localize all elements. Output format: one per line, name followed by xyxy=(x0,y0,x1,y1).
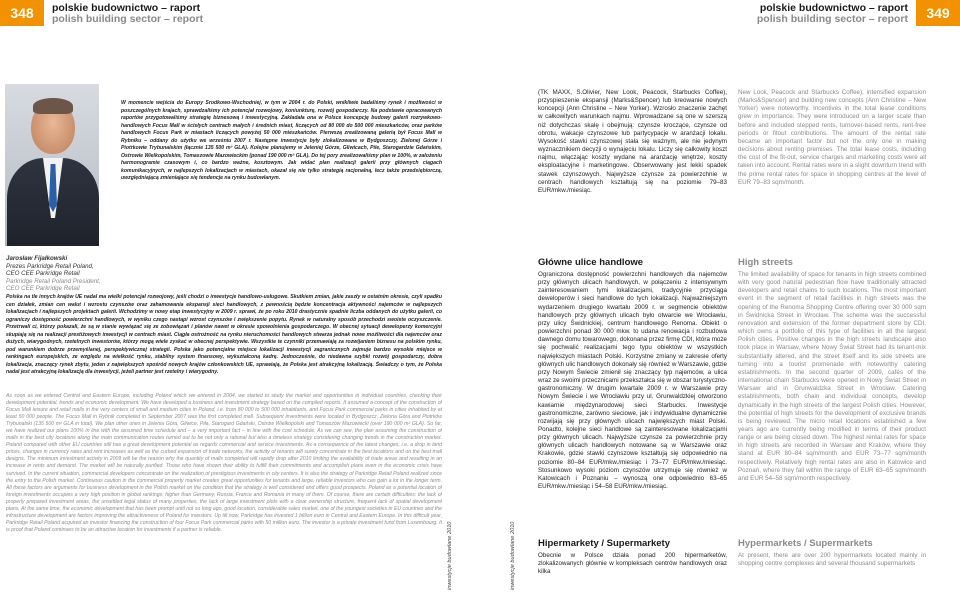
col1-bottom-text: Obecnie w Polsce działa ponad 200 hipermarketów, zlokalizowanych głównie w kompleksach centrów handlowych oraz kilka xyxy=(538,552,727,576)
header-left xyxy=(52,3,203,25)
col2-bottom-text: At present, there are over 200 hypermarkets located mainly in shopping centre complexes and several thousand supermarkets xyxy=(738,552,926,568)
col2-heading-high-streets: High streets xyxy=(738,257,793,268)
col1-heading-high-streets: Główne ulice handlowe xyxy=(538,257,644,268)
col1-top-block xyxy=(538,89,727,241)
col1-mid-text: Ograniczona dostępność powierzchni handlowych dla najemców przy głównych ulicach handlowych, w połączeniu z intensywnym zainteresowaniem tymi lokalizacjami, tradycyjnie przyciąga deweloperów i sieci handlowe do tych lokalizacji. Najważniejszym wydarzeniem drugiego kwartału 2009 r. w segmencie obiektów handlowych przy głównych ulicach było otwarcie we Wrocławiu, przy ulicy Świdnickiej, centrum handlowego Renoma. Obiekt o powierzchni ponad 30 000 mkw. to udana renowacja i rozbudowa dawnego domu towarowego, dokonana przez firmę CDI, która może się pochwalić realizacjami tego typu obiektów w wszystkich największych miastach Polski. Korzystne zmiany w zakresie oferty głównych ulic handlowych dokonały się również w Warszawie, gdzie przy Nowym Świecie zmienił się znaczący typ najemców, a ulica wraz ze swoimi przecznicami przekształca się w obszar turystyczno-gastronomiczny. W drugim kwartale 2009 r. w Warszawie przy Nowym Świecie i we Wrocławiu przy ul. Grunwaldzkiej otworzono kawiarnie międzynarodowej sieci Starbucks. Inwestycje gastronomiczne, zarówno sieciowe, jak i indywidualne dynamicznie rozwijają się przy głównych ulicach największych miast Polski. Ponadto, kolejne sieci handlowe są zainteresowane lokalizacjami przy głównych ulicach. Najwyższe czynsze za powierzchnie przy głównych ulicach handlowych notowane są w Warszawie oraz Krakowie, gdzie stawki czynszowe kształtują się odpowiednio na poziomie 80–84 EUR/mkw./miesiąc i 73–77 EUR/mkw./miesiąc. Stosunkowo wysoki poziom czynszów utrzymuje się również w Katowicach i Poznaniu – wynoszą one odpowiednio 63–65 EUR/mkw./miesiąc i 54–58 EUR/mkw./miesiąc. xyxy=(538,271,727,491)
body-text-pl: Polska na tle innych krajów UE nadal ma wielki potencjał rozwojowy, jeśli chodzi o inwestycje handlowo-usługowe. Skutkiem zmian, jakie zaszły w ostatnim okresie, czyli spadku cen działek, zmian cen walut i wzrostu czynszów oraz zahamowania ekspansji sieci handlowych, z pewnością będzie koncentracja aktywności najemców w najlepszych lokalizacjach i najlepszych projektach galerii. Wchodzimy w nowy etap inwestycyjny w 2009 r. sprawi, że po roku 2010 drastycznie spadnie liczba oddanych do użytku galerii, co ograniczy dostępność powierzchni handlowych, w wyniku czego nastąpi wzrost czynszów i zwiększenie popytu. Rynek w naturalny sposób przechodzi swoiste oczyszczenie. Przetrwali ci, którzy pokazali, że są w stanie wywiązać się ze zobowiązań i planów nawet w okresie spowolnienia gospodarczego. W obecnej sytuacji deweloperzy komercyjni skupiają się na realizacji prestiżowych inwestycji w centrach miast. Ciągła ostrożność na rynku nieruchomości handlowych stwarza jednak nowe możliwości dla najemców oraz dużych, wiarygodnych, rzetelnych inwestorów, którzy mogą wiele zyskać w obecnej perspektywie. Wszystkie te czynniki przemawiają za rozwijaniem biznesu na polskim rynku, pod warunkiem dobrze przemyślanej, perspektywicznej strategii. Polska jako potencjalne miejsce lokalizacji inwestycji zagranicznych zajmuje bardzo wysokie miejsce w rankingach europejskich, ze względu na wielkość rynku, stabilny system finansowy, wykształconą kadrę. Jednocześnie, do niedawna szybki rozwój gospodarczy, dobra lokalizacja, znaczący rynek zbytu, jeden z największych spośród nowych krajów członkowskich UE, sprawiają, że Polska jest atrakcyjną lokalizacją. Świadczy o tym, że Polska nadal jest atrakcyjną lokalizacją dla inwestycji, jeżeli partner jest rzetelny i wiarygodny. xyxy=(6,294,442,376)
portrait-photo xyxy=(5,84,99,246)
caption-name: Jarosław Fijałkowski xyxy=(6,255,68,262)
col2-top-block xyxy=(738,89,926,241)
header-subtitle: polish building sector – report xyxy=(52,13,204,25)
header-right xyxy=(757,3,908,25)
col2-mid-block xyxy=(738,257,926,527)
right-page-number: 349 xyxy=(916,0,960,26)
caption-role-pl: Prezes Parkridge Retail Poland, xyxy=(6,262,94,270)
col2-top-text: New Look, Peacock and Starbucks Coffee), intensified expansion (Marks&Spencer) and building new concepts (Ann Christine – New Yorker) were noteworthy. Incentives in the total lease conditions grew in importance. They were introduced on a larger scale than before and included stepped rents, turnover-based rents, rent-free periods or fitout contributions. The amount of the rental rate became an important factor but not the only one in making decisions about renting premises. The total lease costs, including the cost of the fit-out, service charges and marketing costs were all taken into account. Rental rates were in a slight downturn trend with the prime rental rates for space in shopping centres at the level of EUR 79–83 sqm/month. xyxy=(738,89,926,186)
col1-bottom-block xyxy=(538,538,727,596)
intro-text-pl: W momencie wejścia do Europy Środkowo-Wschodniej, w tym w 2004 r. do Polski, wnikliwie badaliśmy rynek i możliwości w poszczególnych krajach, sprawdzaliśmy ich potencjał rozwojowy, koniunkturę, rozwój gospodarczy. Na podstawie opracowanych raportów przygotowaliśmy strategię biznesową i inwestycyjną. Zakładała ona w Polsce koncepcję budowy galerii rozrywkowo-handlowych Focus Mall w ścisłych centrach małych i średnich miast, liczących od 80 000 do 500 000 mieszkańców, oraz parków handlowych Focus Park w miastach liczących powyżej 50 000 mieszkańców. Pierwszą zrealizowaną galerią był Focus Mall w Rybniku – oddany do użytku we wrześniu 2007 r. Następne inwestycje były zlokalizowane w Bydgoszczy, Zielonej Górze i Piotrkowie Trybunalskim (łącznie 135 500 m² GLA). Kolejne planujemy w Jeleniej Górze, Gliwicach, Pile, Starogardzie Gdańskim, Ostrowie Wielkopolskim, Tomaszowie Mazowieckim (ponad 190 000 m² GLA). Do tej pory zrealizowaliśmy plan w 100%, w założeniu harmonogramie czasowym i, co bardzo ważne, kosztowym. Jak widać plan realizacji galerii przy głównych ciągach komunikacyjnych, w najlepszych lokalizacjach w miastach, okazał się nie tylko strategią racjonalną, lecz także przedsiębiorczą, uwzględniającą zmieniające się tendencje na rynku budowlanym. xyxy=(121,100,442,182)
caption-role-en: Parkridge Retail Poland President, xyxy=(6,277,101,285)
header-title: polskie budownictwo – raport xyxy=(52,2,201,14)
photo-caption xyxy=(6,255,106,293)
vertical-label-right: inwestycje budowlane 2010 xyxy=(510,521,516,590)
header-subtitle-right: polish building sector – report xyxy=(756,13,908,25)
caption-role-pl2: CEO CEE Parkridge Retail xyxy=(6,270,80,278)
portrait-hair xyxy=(33,98,73,114)
col2-mid-text: The limited availability of space for tenants in high streets combined with very good natural pedestrian flow have traditionally attracted developers and retail chains to such locations. The most important event in the segment of retail facilities in high streets was the opening of the Renoma Shopping Centre offering over 30 000 sqm in Świdnicka Street in Wrocław. The scheme was the successful renovation and extension of the former department store by CDI, which owns a portfolio of this type of facilities in all the largest Polish cities. Positive changes in the high streets landscape also took place in Warsaw, where Nowy Świat Street had its tenant-mix substantially altered, and the street itself and its side streets are turning into a tourist promenade with noteworthy catering establishments. In the second quarter of 2009, cafés of the international chain Starbucks were opened in Nowy Świat Street in Warsaw and in Grunwaldzka Street in Wrocław. Catering establishments, both chain and individual concepts, develop dynamically in the high streets of the largest Polish cities. However, the potential of high streets for the development of exclusive brands is being reviewed. The micro retail locations established a few years ago are currently being modified in terms of their product range or are being closed down. The highest rental rates for space in high streets are recorded in Warsaw and Kraków, where they stand at EUR 80–84 sqm/month and EUR 73–77 sqm/month respectively. Relatively high rental rates are also in Katowice and Poznań, where they fall within the range of EUR 63–65 sqm/month and EUR 54–58 sqm/month respectively. xyxy=(738,271,926,482)
col1-mid-block xyxy=(538,257,727,527)
body-text-en: As soon as we entered Central and Eastern Europe, including Poland which we entered in 2004, we started to study the market and opportunities in individual countries, checking their development potential, trends and economic development. We have developed a business and investment strategy based on the compiled reports. It assumed a concept of the construction of Focus Mall leisure and retail malls in the very centers of small and medium cities in Poland, i.e. from 80 000 to 500 000 inhabitants, and Focus Park commercial parks in cities inhabited by at least 50 000 people. The Focus Mall in Rybnik completed in September 2007 was the first completed mall. Subsequent investments were located in Bydgoszcz, Zielona Góra and Piotrków Trybunalski (135 500 m² GLA in total). We plan other ones in Jelenia Góra, Gliwice, Piła, Starogard Gdański, Ostrów Wielkopolski and Tomaszów Mazowiecki (over 190 000 m² GLA). So far, we have realized our plans 100% in line with the assumed time schedule and – a very important fact – in line with the cost schedule. As we can see, the plan assuming the construction of malls in the best city locations along the main communication routes turned out to be not only a rational but also a timeless strategy considering changing trends in the construction market. Poland compared with other EU countries still has a great development potential as regards commercial and service investments. As a consequence of the latest changes, i.e. a drop in land prices, changes in currency rates and rent increases as well as the curbed expansion of trade networks, the activity of tenants will surely concentrate in the best locations and on the best mall designs. The minimum investment activity in 2009 will be the reason why the quantity of malls completed will rapidly drop after 2010 limiting the availability of trade areas and resulting in an increase in rents and demand. The market will be naturally purified. Those who have shown their ability to fulfill their commitments and accomplish plans even in the economic crisis have survived. In the current situation, commercial developers concentrate on the realization of prestigious investments in city centers. It is also the strategy of Parkridge Retail Poland realized since the entry to the Polish market. Continuous caution in the commercial property market creates great opportunities for tenants and large, reliable investors who can gain a lot in the longer term. All these factors are arguments for business development in the Polish market on the condition that the strategy is well considered and offers good prospects. Poland as a potential location of foreign investments occupies a very high position in global rankings: higher than Germany, Russia, France and Romania in many of them. Of course, there are certain difficulties: the lack of properly prepared investment areas, the unsettled legal status of many properties, the lack of large investment plots with a clear ownership structure, frequent lack of spatial development plans. At the same time, the economic development that has been prompt until not so long ago, good location, considerable sales market, one of the youngest societies in EU countries and the infrastructure development are factors improving the attractiveness of Poland for investors. Up till now, Parkridge has invested 1 billion euro in Central and Eastern Europe. In this difficult year, Parkridge Retail Poland acquired an investor financing the construction of four Focus Park commercial parks with 50 million euro. The investor is a private investment fund from Luxembourg. It is proof that Poland continues to be an attractive location for investments if a partner is reliable. xyxy=(6,393,442,533)
caption-role-en2: CEO CEE Parkridge Retail xyxy=(6,285,80,293)
col2-heading-hypermarkets: Hypermarkets / Supermarkets xyxy=(738,538,873,549)
vertical-label-left: inwestycje budowlane 2010 xyxy=(447,521,453,590)
col2-bottom-block xyxy=(738,538,926,596)
col1-top-text: (TK MAXX, S.Olivier, New Look, Peacock, Starbucks Coffee), przyspieszenie ekspansji (Marks&Spencer) lub kreowanie nowych koncepcji (Ann Christine – New Yorker). Wzrosło znaczenie zachęt w całkowitych warunkach najmu. Wprowadzane są one w szerszą niż dotychczas skalę i obejmują: czynsze kroczące, czynsze od obrotu, wakacje czynszowe lub partycypacje w aranżacji lokalu. Wysokość stawki czynszowej stała się ważnym, ale nie jedynym wyznacznikiem decyzji o wynajęciu lokalu. Liczy się całkowity koszt najmu, włączając koszty wydane na aranżację wnętrze, koszty eksploatacyjne i marketingowe. Obserwowany jest lekki spadek stawek czynszowych. Najwyższe czynsze za powierzchnie w centrach handlowych kształtują się na poziomie 79–83 EUR/mkw./miesiąc. xyxy=(538,89,727,194)
header-title-right: polskie budownictwo – raport xyxy=(759,2,908,14)
col1-heading-hypermarkets: Hipermarkety / Supermarkety xyxy=(538,538,671,549)
left-page-number: 348 xyxy=(0,0,44,26)
